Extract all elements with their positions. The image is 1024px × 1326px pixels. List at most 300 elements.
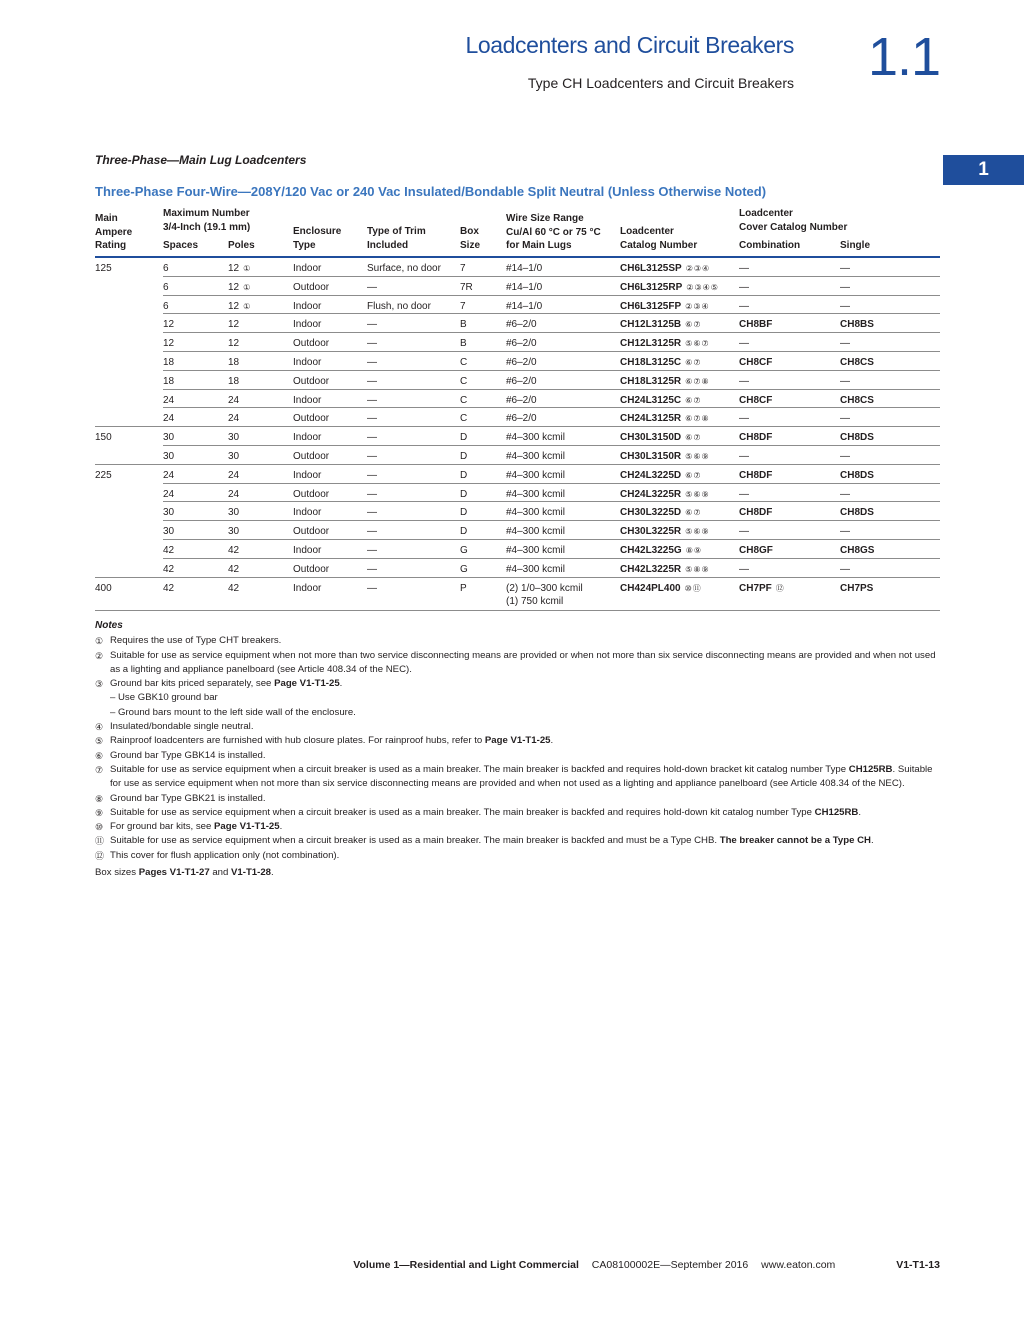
cell-wire-size	[506, 540, 565, 557]
note-marker: ⑧	[95, 793, 104, 804]
cell-combination-value: —	[739, 338, 749, 350]
cell-enclosure-value: Outdoor	[293, 375, 330, 387]
cell-catalog-number-value: CH24L3225R	[620, 488, 682, 500]
note-marker: ⑨	[95, 807, 104, 818]
cell-trim-value: —	[367, 432, 377, 444]
cell-trim-value: —	[367, 526, 377, 538]
note-marker: ⑦	[95, 764, 104, 775]
cell-box-size	[460, 502, 467, 519]
cell-wire-size	[506, 484, 565, 501]
cell-trim	[367, 371, 377, 388]
cell-trim-value: —	[367, 413, 377, 425]
note-text: Insulated/bondable single neutral.	[110, 721, 254, 733]
cell-box-size-value: G	[460, 563, 468, 575]
cell-combination-value: —	[739, 451, 749, 462]
cell-combination	[739, 390, 772, 407]
cell-catalog-number-value: CH24L3225D	[620, 469, 682, 481]
note-ref: ⑥⑦	[685, 470, 702, 480]
footer	[0, 1259, 940, 1271]
cell-single	[840, 465, 874, 482]
cell-trim-value: —	[367, 338, 377, 350]
cell-single-value: CH8BS	[840, 319, 874, 331]
cell-box-size	[460, 408, 467, 425]
cell-box-size	[460, 484, 467, 501]
cell-poles	[228, 578, 239, 595]
cell-enclosure	[293, 427, 321, 444]
note-emphasis[interactable]: Page V1-T1-25	[213, 821, 280, 833]
cell-combination-value: —	[739, 488, 749, 500]
cell-spaces	[163, 390, 174, 407]
cell-enclosure-value: Indoor	[293, 319, 322, 331]
cell-box-size	[460, 352, 467, 369]
cell-poles	[228, 502, 239, 519]
cell-catalog-number	[620, 465, 702, 482]
col-header-cover-catalog: Loadcenter Cover Catalog Number	[739, 208, 848, 233]
cell-combination-value: —	[739, 413, 749, 425]
table-row	[95, 390, 940, 409]
cell-single-value: —	[840, 375, 850, 387]
table-row	[95, 465, 940, 484]
cell-trim	[367, 258, 441, 275]
cell-enclosure	[293, 371, 329, 388]
cell-trim	[367, 559, 377, 576]
cell-box-size-value: C	[460, 413, 468, 425]
cell-poles-value: 18	[228, 357, 240, 368]
cell-enclosure-value: Indoor	[293, 300, 322, 312]
cell-poles	[228, 352, 239, 369]
col-header-spaces: Spaces	[163, 240, 199, 251]
note-item	[95, 634, 940, 648]
cell-catalog-number-value: CH30L3225R	[620, 526, 682, 538]
cell-poles-value: 12	[228, 319, 240, 331]
note-ref: ⑥⑦	[685, 320, 702, 330]
cell-enclosure	[293, 502, 321, 519]
cell-enclosure	[293, 314, 321, 331]
note-item	[95, 677, 940, 720]
cell-combination	[739, 352, 772, 369]
table-title: Three-Phase Four-Wire—208Y/120 Vac or 240 Vac Insulated/Bondable Split Neutral (Unless Otherwise Noted)	[95, 184, 767, 199]
cell-single	[840, 296, 850, 313]
section-tab[interactable]: 1	[943, 155, 1024, 185]
notes-list	[95, 634, 940, 863]
table-row	[95, 484, 940, 503]
cell-combination	[739, 521, 749, 538]
col-header-main-ampere-rating: Main Ampere Rating	[95, 213, 133, 251]
cell-single	[840, 314, 874, 331]
table-row	[95, 540, 940, 559]
cell-poles	[228, 427, 239, 444]
cell-wire-size	[506, 559, 565, 576]
cell-combination	[739, 446, 749, 463]
table-row	[95, 296, 940, 315]
cell-single-value: —	[840, 488, 850, 500]
cell-catalog-number-value: CH12L3125R	[620, 338, 682, 350]
cell-box-size	[460, 521, 467, 538]
cell-single	[840, 540, 874, 557]
cell-spaces-value: 24	[163, 469, 175, 481]
note-item	[95, 763, 940, 792]
cell-poles	[228, 371, 239, 388]
cell-catalog-number	[620, 371, 710, 388]
cell-wire-size-value: #4–300 kcmil	[506, 432, 565, 444]
header-subtitle: Type CH Loadcenters and Circuit Breakers	[527, 75, 794, 91]
cell-spaces-value: 30	[163, 526, 175, 538]
note-ref: ②③④	[685, 301, 710, 311]
note-ref: ⑤⑥⑨	[685, 489, 710, 499]
note-item	[95, 834, 940, 848]
cell-trim-value: —	[367, 375, 377, 387]
note-marker: ⑫	[95, 850, 105, 861]
cell-poles	[228, 446, 239, 463]
note-item	[95, 806, 940, 820]
cell-wire-size-value: #4–300 kcmil	[506, 507, 565, 519]
cell-poles-value: 30	[228, 451, 240, 462]
cell-wire-size-value-2: (1) 750 kcmil	[506, 595, 564, 607]
cell-box-size-value: P	[460, 582, 467, 594]
cell-enclosure	[293, 352, 321, 369]
cell-enclosure	[293, 277, 329, 294]
cell-wire-size-value: #4–300 kcmil	[506, 451, 565, 462]
cell-trim	[367, 540, 377, 557]
cell-enclosure	[293, 465, 321, 482]
cell-enclosure	[293, 390, 321, 407]
cell-spaces	[163, 258, 169, 275]
cell-wire-size	[506, 390, 537, 407]
table-row	[95, 352, 940, 371]
note-ref: ①	[243, 264, 252, 273]
col-header-box-size: Box Size	[460, 226, 481, 251]
note-item	[95, 792, 940, 806]
cell-trim	[367, 277, 377, 294]
footer-doc-number: CA08100002E—September 2016	[591, 1259, 749, 1271]
cell-single-value: CH7PS	[840, 582, 874, 594]
cell-trim	[367, 333, 377, 350]
cell-combination	[739, 371, 749, 388]
cell-combination	[739, 578, 785, 595]
note-text: Suitable for use as service equipment when a circuit breaker is used as a main breaker. The main breaker is backfed and requires hold-down kit catalog number Type	[110, 806, 815, 818]
note-text: Suitable for use as service equipment when not more than two service disconnecting means are provided or when not more than six service disconnecting means are provided and when not used as a lighting and appliance panelboard (see Article 408.34 of the NEC).	[110, 649, 936, 675]
table-row	[95, 371, 940, 390]
cell-trim-value: Surface, no door	[367, 263, 441, 274]
cell-trim-value: —	[367, 394, 377, 406]
cell-enclosure-value: Indoor	[293, 394, 322, 406]
cell-box-size-value: D	[460, 451, 468, 462]
cell-wire-size-value: #4–300 kcmil	[506, 488, 565, 500]
cell-spaces	[163, 484, 174, 501]
cell-combination-value: —	[739, 375, 749, 387]
cell-enclosure-value: Indoor	[293, 469, 322, 481]
cell-wire-size-value: #4–300 kcmil	[506, 563, 565, 575]
cell-enclosure	[293, 578, 321, 595]
cell-wire-size	[506, 371, 537, 388]
cell-wire-size	[506, 352, 537, 369]
cell-catalog-number	[620, 296, 710, 313]
cell-rating-value: 400	[95, 582, 112, 594]
cell-wire-size-value: #6–2/0	[506, 338, 537, 350]
cell-wire-size-value: #6–2/0	[506, 357, 537, 368]
cell-wire-size	[506, 314, 537, 331]
notes-section	[95, 619, 940, 880]
footer-url[interactable]: www.eaton.com	[761, 1259, 836, 1271]
cell-combination	[739, 296, 749, 313]
cell-poles	[228, 521, 239, 538]
cell-poles-value: 12	[228, 300, 240, 312]
cell-box-size-value: D	[460, 526, 468, 538]
cell-catalog-number	[620, 521, 710, 538]
cell-rating	[95, 427, 112, 444]
cell-poles-value: 30	[228, 432, 240, 444]
cell-box-size-value: C	[460, 375, 468, 387]
cell-enclosure-value: Outdoor	[293, 563, 330, 575]
table-row	[95, 521, 940, 540]
table-row	[95, 578, 940, 611]
cell-combination-value: —	[739, 300, 749, 312]
cell-enclosure-value: Indoor	[293, 582, 322, 594]
cell-poles-value: 30	[228, 526, 240, 538]
cell-single-value: CH8DS	[840, 507, 874, 519]
cell-wire-size	[506, 446, 565, 463]
cell-poles-value: 24	[228, 394, 240, 406]
col-header-trim: Type of Trim Included	[367, 226, 426, 251]
cell-trim	[367, 296, 431, 313]
cell-catalog-number	[620, 578, 702, 595]
note-item	[95, 649, 940, 678]
section-number: 1.1	[868, 27, 941, 87]
cell-box-size	[460, 446, 467, 463]
cell-box-size-value: D	[460, 432, 468, 444]
cell-wire-size-value: #6–2/0	[506, 413, 537, 425]
table-row	[95, 277, 940, 296]
cell-combination	[739, 484, 749, 501]
cell-combination	[739, 427, 772, 444]
cell-spaces-value: 6	[163, 300, 169, 312]
cell-poles-value: 18	[228, 375, 240, 387]
cell-spaces	[163, 314, 174, 331]
cell-box-size	[460, 465, 467, 482]
cell-single	[840, 521, 850, 538]
cell-rating-value: 150	[95, 432, 112, 444]
note-item	[95, 734, 940, 748]
cell-poles-value: 12	[228, 338, 240, 350]
cell-single-value: —	[840, 300, 850, 312]
cell-poles	[228, 465, 239, 482]
cell-enclosure	[293, 408, 329, 425]
note-emphasis[interactable]: Page V1-T1-25	[274, 678, 340, 690]
cell-combination	[739, 540, 773, 557]
box-sizes-link-1[interactable]: Pages V1-T1-27	[138, 867, 210, 879]
note-text: Ground bar Type GBK21 is installed.	[110, 792, 266, 804]
note-text: Suitable for use as service equipment when a circuit breaker is used as a main breaker. The main breaker is backfed and must be a Type CHB.	[110, 835, 720, 847]
cell-combination-value: CH8CF	[739, 394, 773, 406]
note-emphasis[interactable]: Page V1-T1-25	[484, 735, 551, 747]
cell-wire-size	[506, 502, 565, 519]
cell-wire-size	[506, 427, 565, 444]
cell-enclosure-value: Indoor	[293, 507, 322, 519]
cell-poles-value: 42	[228, 545, 240, 556]
notes-title: Notes	[95, 620, 123, 631]
cell-poles-value: 42	[228, 563, 240, 575]
cell-combination	[739, 559, 749, 576]
cell-spaces	[163, 277, 169, 294]
note-text-end: .	[550, 735, 554, 747]
note-text: Rainproof loadcenters are furnished with hub closure plates. For rainproof hubs, refer to	[110, 735, 485, 747]
cell-catalog-number-value: CH42L3225R	[620, 563, 682, 575]
cell-wire-size	[506, 578, 583, 608]
cell-trim	[367, 446, 377, 463]
table-row	[95, 446, 940, 465]
cell-combination	[739, 314, 772, 331]
cell-combination-value: CH8BF	[739, 319, 773, 331]
box-sizes-link-2[interactable]: V1-T1-28	[231, 867, 272, 879]
cell-spaces-value: 30	[163, 507, 175, 519]
cell-wire-size	[506, 408, 537, 425]
cell-trim	[367, 465, 377, 482]
cell-single-value: CH8DS	[840, 469, 874, 481]
cell-combination	[739, 333, 749, 350]
cell-single-value: CH8DS	[840, 432, 874, 444]
cell-catalog-number-value: CH18L3125C	[620, 357, 682, 368]
cell-single-value: —	[840, 563, 850, 575]
note-text-end: .	[279, 821, 283, 833]
cell-rating-value: 125	[95, 263, 112, 274]
cell-combination-value: —	[739, 281, 749, 293]
col-header-maximum-number: Maximum Number 3/4-Inch (19.1 mm)	[163, 208, 251, 233]
cell-enclosure-value: Indoor	[293, 357, 322, 368]
cell-trim-value: —	[367, 357, 377, 368]
cell-trim	[367, 502, 377, 519]
cell-spaces	[163, 296, 169, 313]
note-ref: ⑩⑪	[684, 583, 702, 593]
note-text-end: .	[858, 806, 862, 818]
cell-single	[840, 333, 850, 350]
cell-catalog-number-value: CH30L3150R	[620, 451, 682, 462]
cell-catalog-number	[620, 258, 710, 275]
cell-box-size	[460, 258, 466, 275]
cell-catalog-number-value: CH30L3225D	[620, 507, 682, 519]
cell-wire-size-value: #14–1/0	[506, 281, 543, 293]
cell-enclosure	[293, 446, 329, 463]
note-text-end: .	[870, 835, 874, 847]
note-item	[95, 749, 940, 763]
cell-single-value: CH8CS	[840, 357, 874, 368]
cell-catalog-number	[620, 502, 702, 519]
cell-trim-value: —	[367, 507, 377, 519]
cell-combination-value: —	[739, 263, 749, 274]
footer-page-number: V1-T1-13	[896, 1259, 940, 1271]
cell-single	[840, 390, 874, 407]
cell-wire-size-value: #14–1/0	[506, 300, 543, 312]
note-ref: ①	[243, 301, 252, 311]
cell-box-size	[460, 314, 467, 331]
cell-wire-size-value: #4–300 kcmil	[506, 526, 565, 538]
cell-combination-value: CH7PF	[739, 582, 772, 594]
cell-single	[840, 408, 850, 425]
cell-rating	[95, 578, 112, 595]
cell-trim-value: —	[367, 469, 377, 481]
cell-box-size-value: D	[460, 469, 468, 481]
cell-poles	[228, 296, 251, 313]
cell-combination-value: —	[739, 526, 749, 538]
cell-catalog-number-value: CH12L3125B	[620, 319, 682, 331]
note-marker: ⑪	[95, 836, 105, 847]
cell-poles	[228, 540, 239, 557]
cell-catalog-number-value: CH24L3125C	[620, 394, 682, 406]
note-ref: ⑤⑧⑨	[685, 564, 710, 574]
note-text-end: . Suitable for use as service equipment when not more than six service disconnecting means are provided and when not used as a lighting and appliance panelboard (see Article 408.34 of the NEC).	[110, 763, 933, 790]
note-text-end: .	[339, 678, 343, 690]
cell-wire-size-value: #14–1/0	[506, 263, 543, 274]
note-marker: ⑩	[95, 822, 104, 833]
cell-catalog-number	[620, 314, 702, 331]
note-ref: ⑥⑦⑧	[685, 376, 710, 386]
col-header-catalog-number: Loadcenter Catalog Number	[620, 226, 698, 251]
cell-box-size	[460, 333, 467, 350]
cell-catalog-number	[620, 277, 719, 294]
cell-enclosure	[293, 333, 329, 350]
cell-poles-value: 24	[228, 413, 240, 425]
note-marker: ②	[95, 650, 104, 661]
note-item	[95, 820, 940, 834]
cell-trim	[367, 484, 377, 501]
cell-combination	[739, 258, 749, 275]
cell-wire-size-value: #6–2/0	[506, 375, 537, 387]
note-text: This cover for flush application only (not combination).	[110, 849, 340, 861]
cell-wire-size	[506, 465, 565, 482]
cell-wire-size	[506, 521, 565, 538]
cell-catalog-number-value: CH42L3225G	[620, 545, 682, 556]
cell-single	[840, 258, 850, 275]
cell-single	[840, 446, 850, 463]
cell-wire-size	[506, 277, 542, 294]
cell-trim	[367, 352, 377, 369]
cell-poles-value: 30	[228, 507, 240, 519]
note-ref: ⑥⑦	[685, 508, 702, 518]
cell-poles	[228, 408, 239, 425]
cell-catalog-number-value: CH424PL400	[620, 582, 681, 594]
cell-poles	[228, 277, 251, 294]
cell-trim-value: —	[367, 582, 377, 594]
cell-combination-value: —	[739, 563, 749, 575]
cell-catalog-number	[620, 446, 710, 463]
table-row	[95, 427, 940, 446]
cell-trim-value: —	[367, 488, 377, 500]
cell-poles	[228, 258, 251, 275]
cell-box-size	[460, 427, 467, 444]
cell-box-size	[460, 296, 466, 313]
cell-single	[840, 427, 874, 444]
cell-enclosure	[293, 540, 321, 557]
note-ref: ⑫	[775, 583, 785, 593]
cell-spaces	[163, 559, 174, 576]
cell-combination	[739, 408, 749, 425]
cell-box-size-value: B	[460, 338, 467, 350]
cell-single-value: CH8CS	[840, 394, 874, 406]
cell-box-size	[460, 390, 467, 407]
cell-spaces	[163, 352, 174, 369]
cell-spaces-value: 12	[163, 319, 175, 331]
cell-catalog-number-value: CH24L3125R	[620, 413, 682, 425]
cell-enclosure-value: Outdoor	[293, 281, 330, 293]
note-ref: ⑥⑦	[685, 395, 702, 405]
cell-box-size-value: C	[460, 357, 468, 368]
note-marker: ①	[95, 636, 104, 647]
cell-spaces-value: 12	[163, 338, 175, 350]
table-row	[95, 314, 940, 333]
note-ref: ⑤⑥⑨	[685, 452, 710, 461]
cell-box-size	[460, 540, 468, 557]
cell-enclosure	[293, 521, 329, 538]
note-ref: ①	[243, 282, 252, 292]
